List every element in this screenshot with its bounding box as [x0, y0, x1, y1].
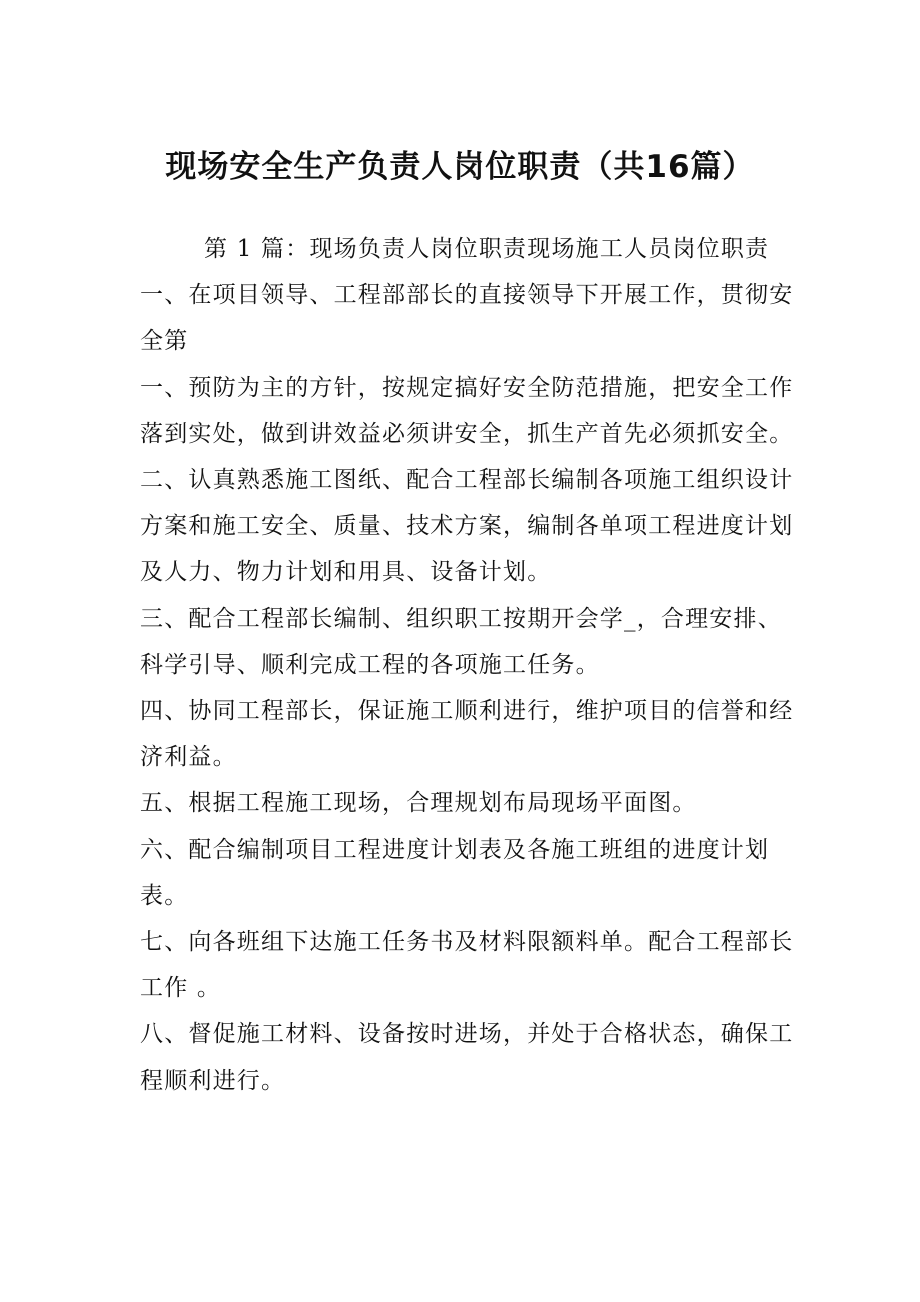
paragraph-intro: 第 1 篇：现场负责人岗位职责现场施工人员岗位职责 — [204, 236, 770, 262]
paragraph-item-1-continued: 一、预防为主的方针，按规定搞好安全防范措施，把安全工作落到实处，做到讲效益必须讲安全，抓生产首先必须抓安全。 — [140, 374, 794, 447]
paragraph-item-4: 四、协同工程部长，保证施工顺利进行，维护项目的信誉和经济利益。 — [140, 698, 794, 771]
paragraph-item-6: 六、配合编制项目工程进度计划表及各施工班组的进度计划表。 — [140, 836, 770, 909]
paragraph-item-2: 二、认真熟悉施工图纸、配合工程部长编制各项施工组织设计方案和施工安全、质量、技术方案，编制各单项工程进度计划及人力、物力计划和用具、设备计划。 — [140, 467, 794, 586]
paragraph-item-1: 一、在项目领导、工程部部长的直接领导下开展工作，贯彻安全第 — [140, 282, 794, 355]
document-body — [140, 226, 800, 1104]
paragraph-item-5: 五、根据工程施工现场，合理规划布局现场平面图。 — [140, 790, 697, 817]
paragraph-item-7: 七、向各班组下达施工任务书及材料限额料单。配合工程部长工作 。 — [140, 929, 794, 1002]
document-title: 现场安全生产负责人岗位职责（共16篇） — [165, 149, 755, 185]
paragraph-item-3: 三、配合工程部长编制、组织职工按期开会学_，合理安排、科学引导、顺利完成工程的各项施工任务。 — [140, 605, 782, 678]
paragraph-item-8: 八、督促施工材料、设备按时进场，并处于合格状态，确保工程顺利进行。 — [140, 1021, 794, 1094]
